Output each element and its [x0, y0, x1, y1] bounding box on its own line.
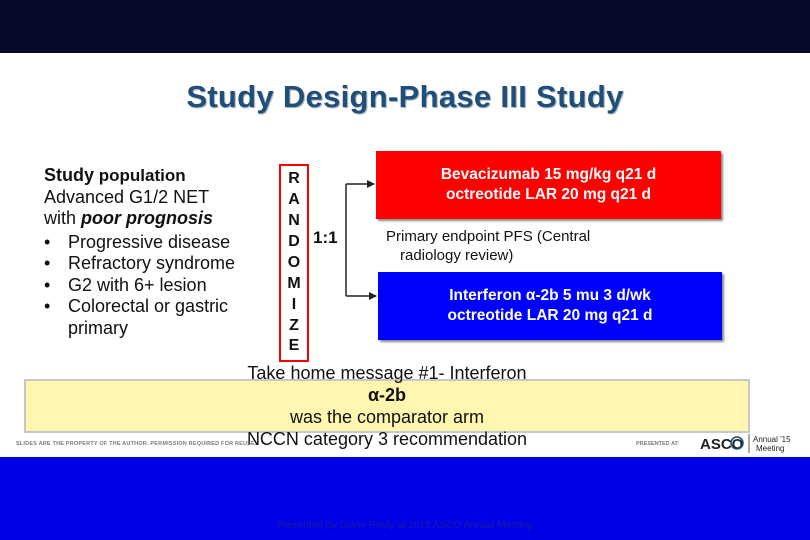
population-heading: Study population — [44, 165, 186, 185]
criteria-item: • G2 with 6+ lesion — [44, 275, 279, 297]
population-criteria-list — [44, 232, 279, 318]
arm-line: Bevacizumab 15 mg/kg q21 d — [440, 166, 657, 183]
arm-line: octreotide LAR 20 mg q21 d — [447, 307, 653, 324]
randomize-letter: O — [287, 253, 301, 271]
arm-line: Interferon α-2b 5 mu 3 d/wk — [449, 287, 651, 304]
randomize-letter: M — [287, 274, 301, 292]
asco-meeting-line-1: Annual '15 — [753, 435, 791, 444]
randomize-letter: Z — [289, 316, 299, 334]
message-line-1: Take home message #1- Interferon α-2b was the comparator arm — [247, 363, 527, 427]
randomization-ratio: 1:1 — [313, 228, 338, 247]
randomize-box — [279, 164, 309, 362]
slide — [0, 53, 810, 457]
primary-endpoint: Primary endpoint PFS (Central radiology review) — [386, 228, 591, 264]
footer-permission-notice: SLIDES ARE THE PROPERTY OF THE AUTHOR. PERMISSION REQUIRED FOR REUSE. — [16, 441, 257, 447]
arm-line: octreotide LAR 20 mg q21 d — [446, 186, 651, 203]
interferon-arm-box — [378, 272, 722, 340]
criteria-item: • Progressive disease — [44, 232, 279, 254]
population-line-2: with poor prognosis — [44, 208, 214, 228]
asco-logo-text: ASCO — [700, 436, 744, 453]
randomize-letter: R — [288, 170, 300, 188]
population-line-1: Advanced G1/2 NET — [44, 186, 210, 207]
top-bar — [0, 0, 810, 53]
criteria-item: • Colorectal or gastric — [44, 296, 279, 318]
randomize-letter: I — [291, 295, 297, 313]
message-line-2: NCCN category 3 recommendation — [246, 429, 528, 449]
presenter-credit: Presented By Diane Reidy at 2015 ASCO Annual Meeting — [277, 520, 533, 531]
slide-title: Study Design-Phase III Study — [186, 79, 624, 114]
footer-presented-at: PRESENTED AT: — [636, 441, 680, 447]
randomize-letter: E — [288, 337, 300, 355]
bevacizumab-arm-box — [376, 151, 721, 219]
asco-meeting-line-2: Meeting — [756, 444, 785, 453]
randomize-letter: N — [288, 212, 300, 230]
criteria-item-continuation: primary — [68, 317, 129, 338]
randomize-letter: D — [288, 233, 300, 251]
study-population — [44, 165, 279, 339]
randomize-letter: A — [288, 191, 300, 209]
asco-logo — [700, 431, 800, 455]
criteria-item: • Refractory syndrome — [44, 253, 279, 275]
